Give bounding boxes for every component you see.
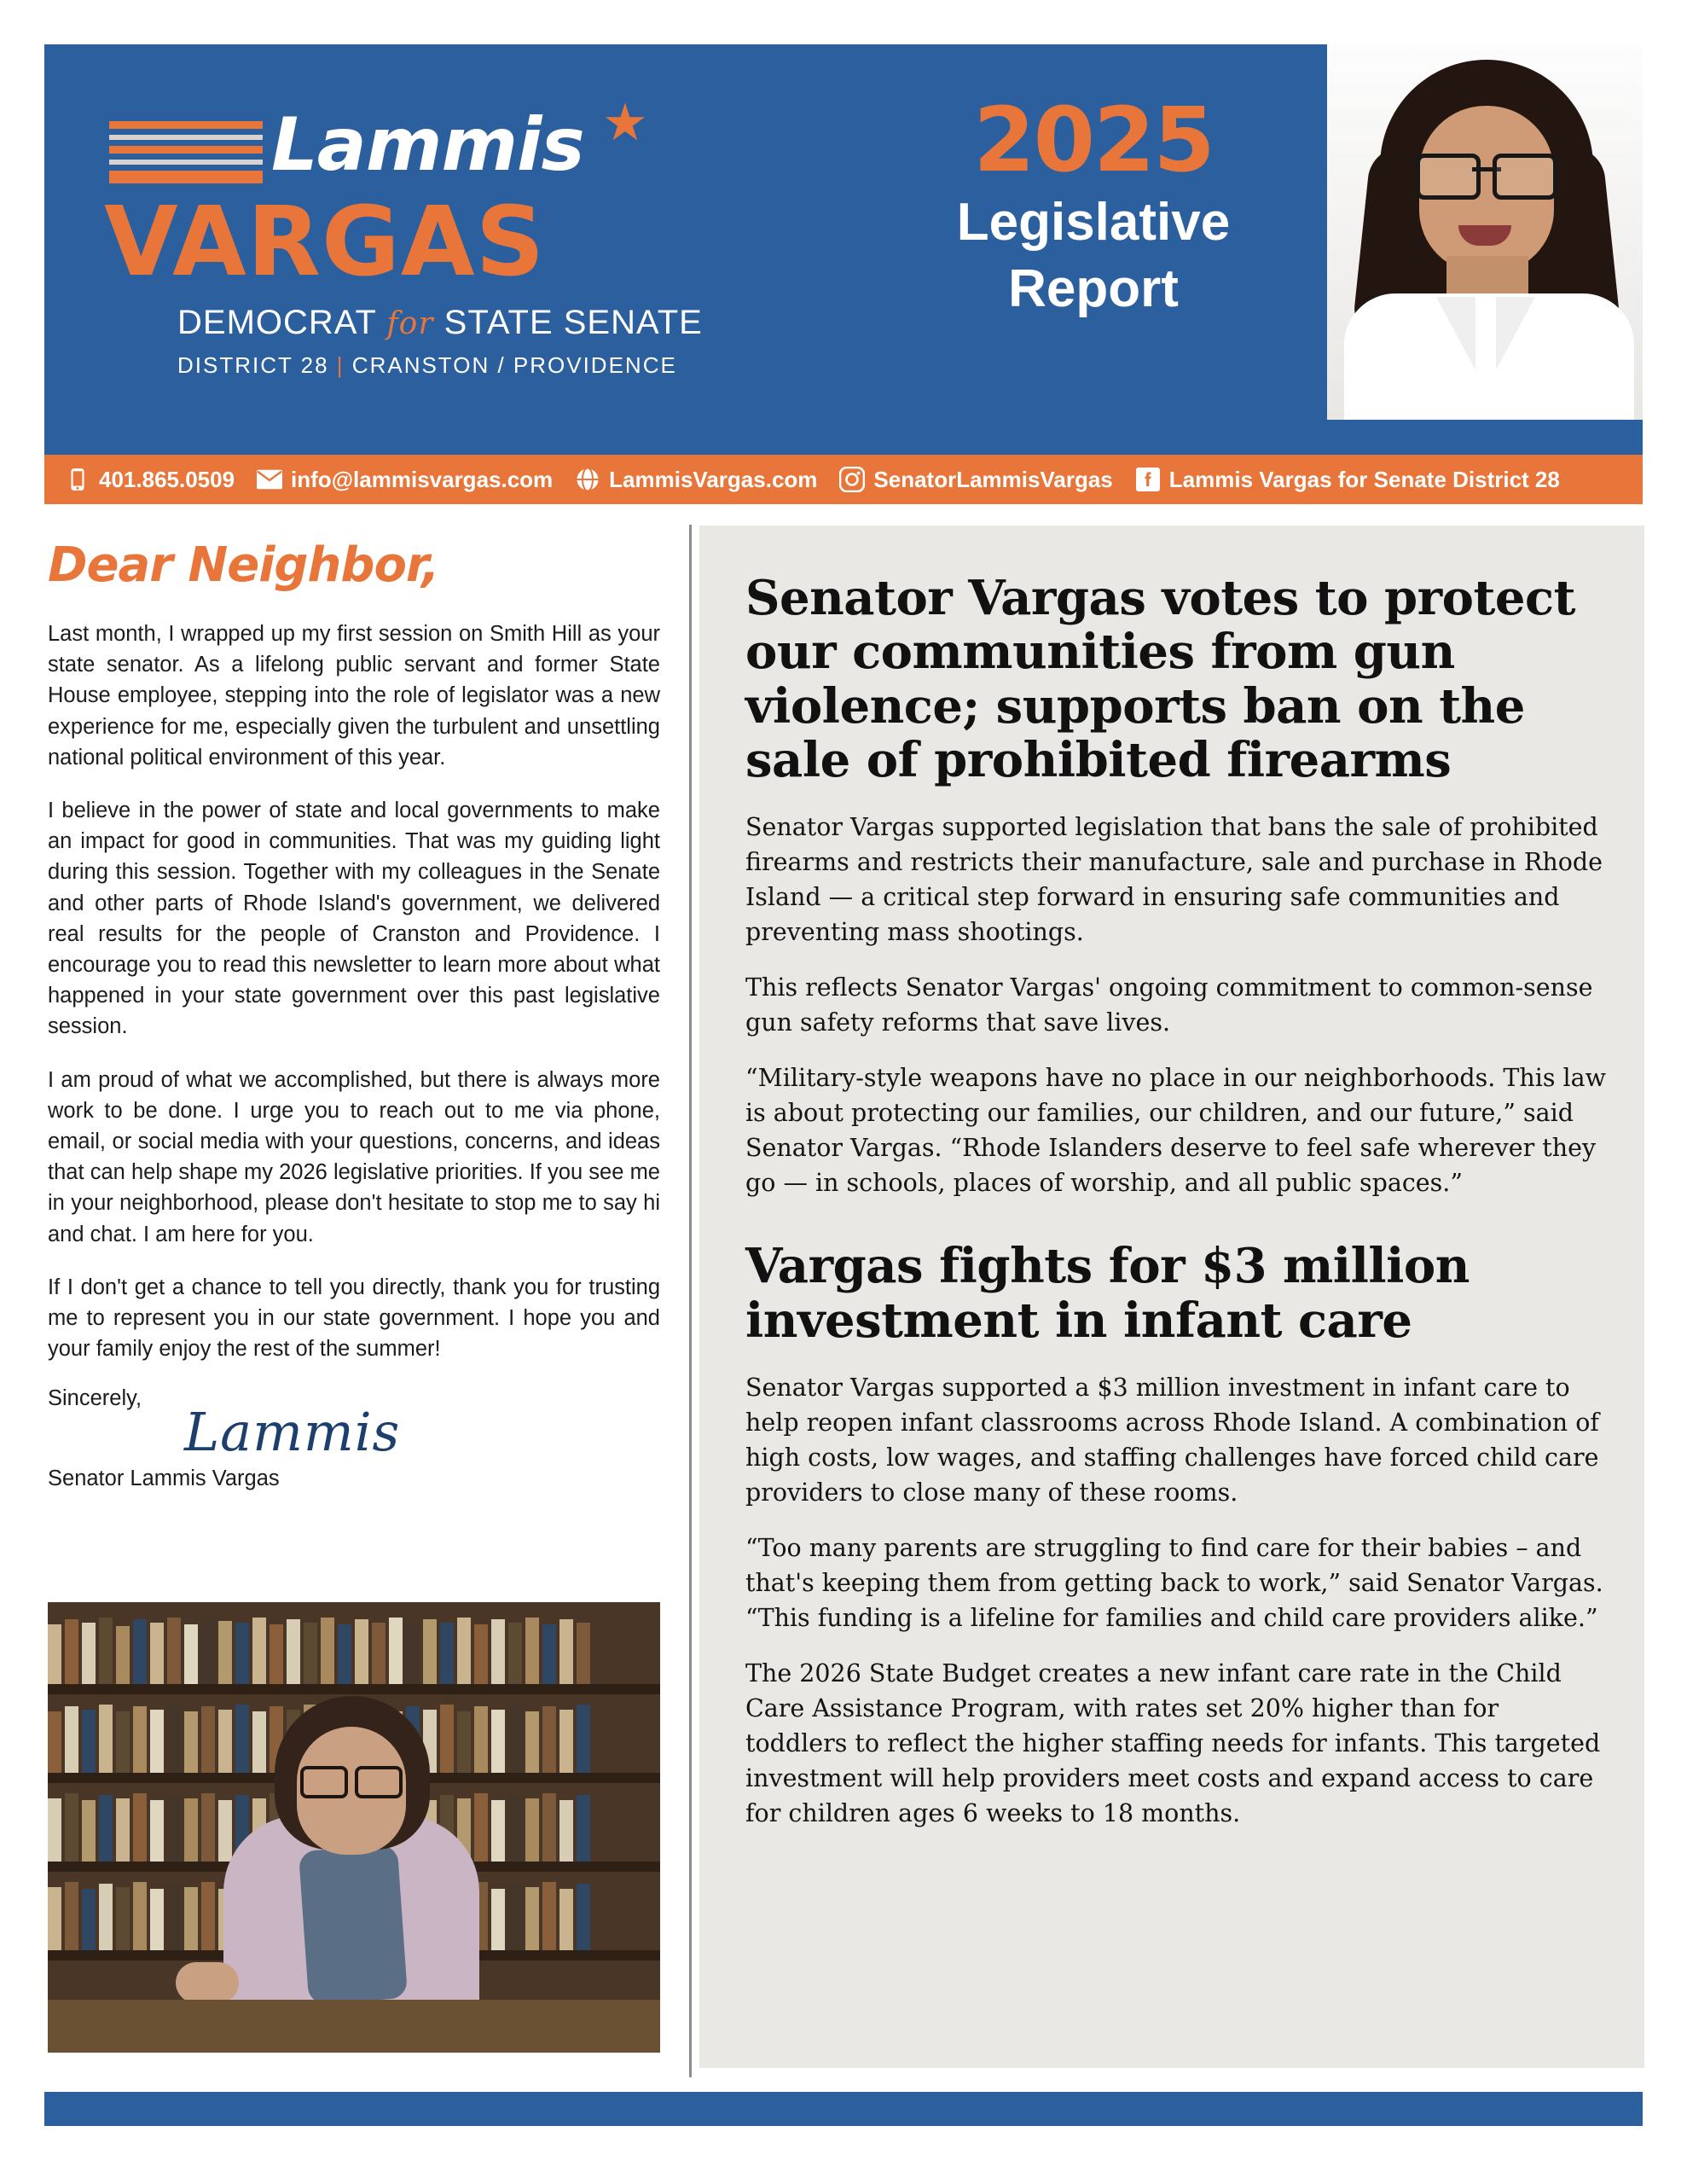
report-year: 2025 <box>973 88 1214 192</box>
contact-website[interactable] <box>575 467 817 493</box>
letter-signer-name: Senator Lammis Vargas <box>48 1467 280 1491</box>
photo-subject-scarf <box>299 1844 408 2005</box>
logo-district-cities: CRANSTON / PROVIDENCE <box>351 352 677 378</box>
news-column <box>699 512 1644 2082</box>
contact-instagram[interactable] <box>839 467 1112 493</box>
phone-icon <box>65 467 90 492</box>
article-1-paragraph-2: This reflects Senator Vargas' ongoing commitment to common-sense gun safety reforms that save lives. <box>745 973 1593 1037</box>
logo-office-line <box>177 304 791 342</box>
contact-email[interactable] <box>257 467 553 493</box>
article-2-paragraph-1: Senator Vargas supported a $3 million investment in infant care to help reopen infant classrooms across Rhode Island. A combination of high costs, low wages, and staffing challenges have forced child care providers to close many of these rooms. <box>745 1373 1599 1507</box>
logo-district: DISTRICT 28 <box>177 352 329 378</box>
article-2-paragraph-2: “Too many parents are struggling to find care for their babies – and that's keeping them from getting back to work,” said Senator Vargas. “This funding is a lifeline for families and child care providers alike.” <box>745 1534 1603 1633</box>
logo-office: STATE SENATE <box>443 304 703 341</box>
star-icon: ★ <box>602 94 648 151</box>
article-2-paragraph-3: The 2026 State Budget creates a new infant care rate in the Child Care Assistance Program, with rates set 20% higher than for toddlers to reflect the higher staffing needs for infants. This targeted investment will help providers meet costs and expand access to care for children ages 6 weeks to 18 months. <box>745 1659 1601 1828</box>
column-divider <box>689 525 692 2077</box>
report-title-line1: Legislative <box>956 193 1231 252</box>
report-title <box>855 88 1332 322</box>
logo-district-separator: | <box>336 352 345 378</box>
logo-democrat: DEMOCRAT <box>177 304 377 341</box>
letter-paragraph-2: I believe in the power of state and local governments to make an impact for good in communities. That was my guiding light during this session. Together with my colleagues in the Senate and other parts of Rhode Island's government, we delivered real results for the people of Cranston and Providence. I encourage you to read this newsletter to learn more about what happened in your state government over this past legislative session. <box>48 799 660 1039</box>
photo-eyeglasses-icon <box>300 1766 403 1792</box>
letter-closing: Sincerely, <box>48 1386 142 1411</box>
eyeglasses-icon <box>1416 154 1557 191</box>
logo-district-line <box>177 352 791 379</box>
article-1-paragraph-1: Senator Vargas supported legislation that bans the sale of prohibited firearms and restricts their manufacture, sale and purchase in Rhode Island — a critical step forward in ensuring safe communities and preventing mass shootings. <box>745 813 1603 947</box>
email-icon <box>257 467 282 492</box>
article-2-headline: Vargas fights for $3 million investment in infant care <box>745 1238 1470 1349</box>
article-1-paragraph-3: “Military-style weapons have no place in our neighborhoods. This law is about protecting our families, our children, and our future,” said Senator Vargas. “Rhode Islanders deserve to feel safe wherever they go — in schools, places of worship, and all public spaces.” <box>745 1064 1607 1198</box>
logo-first-name: Lammis <box>271 102 584 188</box>
letter-paragraph-3: I am proud of what we accomplished, but there is always more work to be done. I urge you to reach out to me via phone, email, or social media with your questions, concerns, and ideas that can help shape my 2026 legislative priorities. If you see me in your neighborhood, please don't hesitate to stop me to say hi and chat. I am here for you. <box>48 1067 660 1246</box>
letter-body <box>48 619 660 1364</box>
article-1-headline: Senator Vargas votes to protect our communities from gun violence; supports ban on the sale of prohibited firearms <box>745 570 1575 788</box>
globe-icon <box>575 467 600 492</box>
letter-column <box>48 537 660 1491</box>
footer-bar <box>44 2092 1643 2126</box>
article-2-body <box>745 1370 1607 1831</box>
contact-facebook-label: Lammis Vargas for Senate District 28 <box>1168 466 1560 492</box>
contact-bar <box>44 455 1643 504</box>
contact-website-label: LammisVargas.com <box>609 466 818 492</box>
contact-facebook[interactable] <box>1135 467 1560 493</box>
campaign-logo <box>92 96 791 379</box>
instagram-icon <box>839 467 865 492</box>
report-title-line2: Report <box>1008 258 1179 318</box>
logo-last-name: VARGAS <box>104 187 546 298</box>
contact-instagram-label: SenatorLammisVargas <box>873 466 1113 492</box>
senator-library-photo <box>48 1602 660 2053</box>
contact-phone[interactable] <box>65 467 235 493</box>
contact-email-label: info@lammisvargas.com <box>291 466 554 492</box>
logo-for: for <box>386 306 434 341</box>
facebook-icon <box>1135 467 1161 492</box>
senator-portrait-photo <box>1327 44 1643 420</box>
contact-phone-label: 401.865.0509 <box>99 466 235 492</box>
letter-paragraph-4: If I don't get a chance to tell you directly, thank you for trusting me to represent you in our state government. I hope you and your family enjoy the rest of the summer! <box>48 1275 660 1362</box>
letter-greeting: Dear Neighbor, <box>48 537 439 593</box>
letter-signature: Lammis <box>184 1401 401 1464</box>
flag-stripes-icon <box>109 121 263 184</box>
masthead <box>44 44 1643 464</box>
letter-paragraph-1: Last month, I wrapped up my first session on Smith Hill as your state senator. As a lifelong public servant and former State House employee, stepping into the role of legislator was a new experience for me, especially given the turbulent and unsettling national political environment of this year. <box>48 622 660 770</box>
article-1-body <box>745 810 1607 1200</box>
